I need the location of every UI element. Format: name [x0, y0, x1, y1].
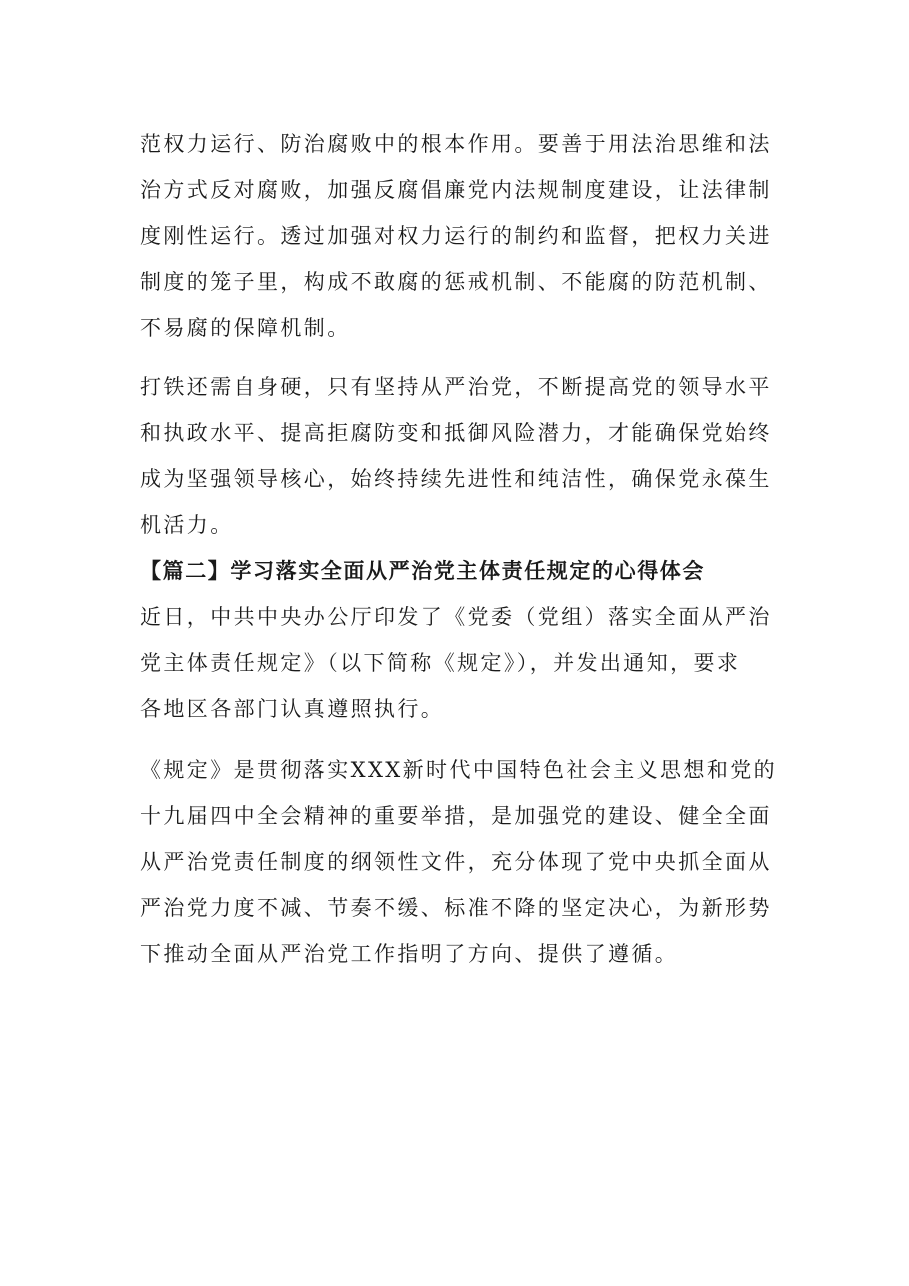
paragraph-4-line: 严治党力度不减、节奏不缓、标准不降的坚定决心，为新形势: [140, 896, 772, 920]
paragraph-4-line: 《规定》是贯彻落实XXX新时代中国特色社会主义思想和党的: [140, 758, 778, 782]
paragraph-1-line: 治方式反对腐败，加强反腐倡廉党内法规制度建设，让法律制: [140, 178, 772, 202]
paragraph-1-line: 不易腐的保障机制。: [140, 316, 351, 340]
paragraph-4: [140, 747, 778, 977]
paragraph-3-line: 各地区各部门认真遵照执行。: [140, 697, 445, 721]
paragraph-4-line: 从严治党责任制度的纲领性文件，充分体现了党中央抓全面从: [140, 850, 772, 874]
document-page: [140, 121, 778, 977]
section-heading: 【篇二】学习落实全面从严治党主体责任规定的心得体会: [140, 559, 705, 583]
paragraph-4-line: 下推动全面从严治党工作指明了方向、提供了遵循。: [140, 942, 679, 966]
paragraph-3: [140, 594, 772, 732]
paragraph-1: [140, 121, 772, 351]
paragraph-2-line: 和执政水平、提高拒腐防变和抵御风险潜力，才能确保党始终: [140, 421, 772, 445]
paragraph-2-line: 打铁还需自身硬，只有坚持从严治党，不断提高党的领导水平: [140, 375, 772, 399]
paragraph-4-line: 十九届四中全会精神的重要举措，是加强党的建设、健全全面: [140, 804, 772, 828]
paragraph-2: [140, 364, 772, 548]
paragraph-2-line: 成为坚强领导核心，始终持续先进性和纯洁性，确保党永葆生: [140, 467, 772, 491]
paragraph-3-line: 党主体责任规定》（以下简称《规定》），并发出通知，要求: [140, 651, 741, 675]
paragraph-1-line: 制度的笼子里，构成不敢腐的惩戒机制、不能腐的防范机制、: [140, 270, 772, 294]
paragraph-2-line: 机活力。: [140, 513, 234, 537]
paragraph-1-line: 范权力运行、防治腐败中的根本作用。要善于用法治思维和法: [140, 132, 772, 156]
paragraph-3-line: 近日，中共中央办公厅印发了《党委（党组）落实全面从严治: [140, 605, 772, 629]
paragraph-1-line: 度刚性运行。透过加强对权力运行的制约和监督，把权力关进: [140, 224, 772, 248]
